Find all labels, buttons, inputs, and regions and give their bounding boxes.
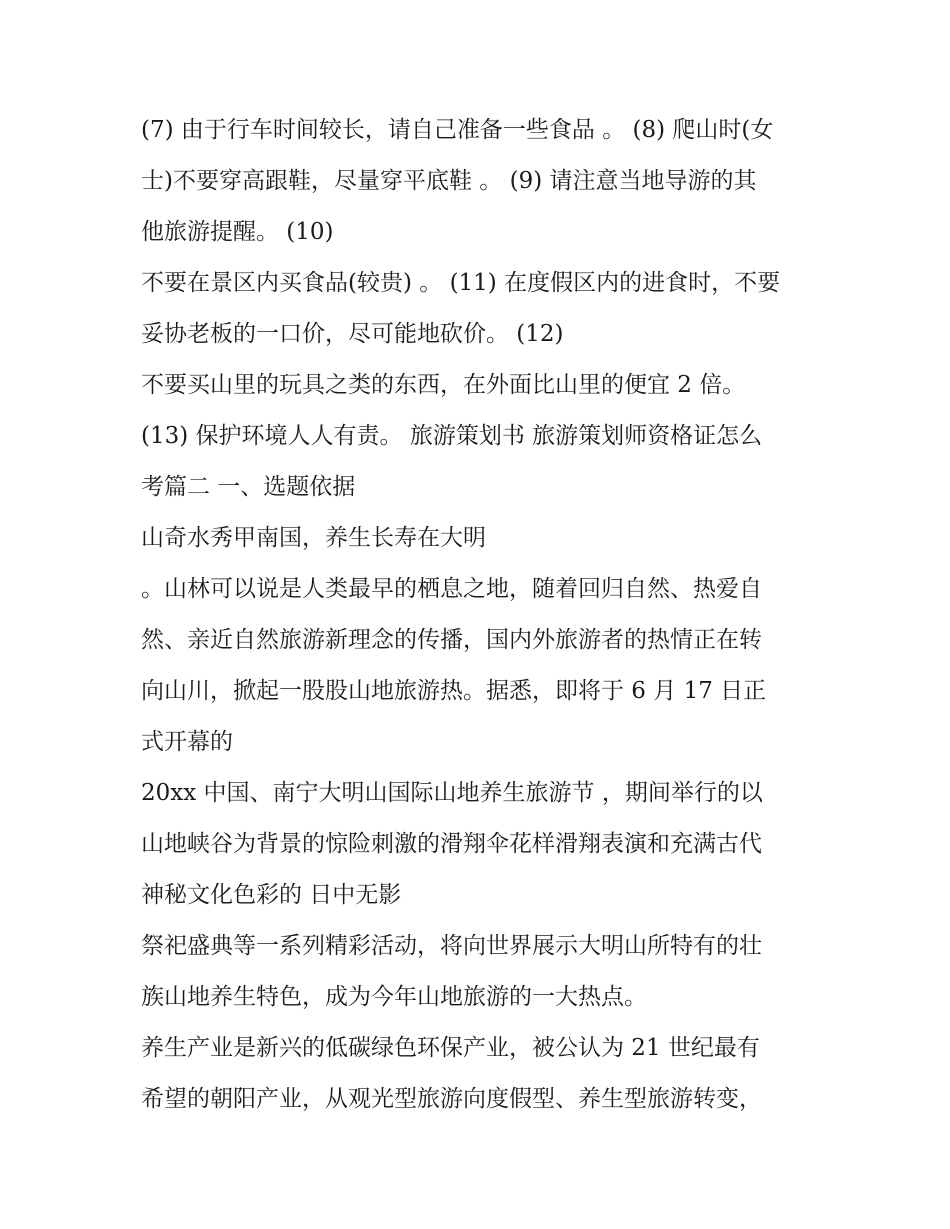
text-line: 然、亲近自然旅游新理念的传播，国内外旅游者的热情正在转 xyxy=(141,627,762,653)
text-line: 养生产业是新兴的低碳绿色环保产业，被公认为 21 世纪最有 xyxy=(141,1035,760,1061)
text-line: 式开幕的 xyxy=(141,729,233,755)
text-line: 妥协老板的一口价，尽可能地砍价。 (12) xyxy=(141,321,564,347)
text-line: 山地峡谷为背景的惊险刺激的滑翔伞花样滑翔表演和充满古代 xyxy=(141,831,762,857)
text-line: 士)不要穿高跟鞋，尽量穿平底鞋 。 (9) 请注意当地导游的其 xyxy=(141,168,757,194)
text-line: 祭祀盛典等一系列精彩活动，将向世界展示大明山所特有的壮 xyxy=(141,933,762,959)
text-line: 20xx 中国、南宁大明山国际山地养生旅游节 ，期间举行的以 xyxy=(141,780,763,806)
text-line: (7) 由于行车时间较长，请自己准备一些食品 。 (8) 爬山时(女 xyxy=(141,117,774,143)
text-line: 不要在景区内买食品(较贵) 。 (11) 在度假区内的进食时，不要 xyxy=(141,270,781,296)
text-line: 。山林可以说是人类最早的栖息之地，随着回归自然、热爱自 xyxy=(141,576,762,602)
text-line: 希望的朝阳产业，从观光型旅游向度假型、养生型旅游转变， xyxy=(141,1086,762,1112)
text-line: 不要买山里的玩具之类的东西，在外面比山里的便宜 2 倍。 xyxy=(141,372,746,398)
text-line: 山奇水秀甲南国，养生长寿在大明 xyxy=(141,525,486,551)
body-text xyxy=(141,110,831,1130)
text-line: 向山川，掀起一股股山地旅游热。据悉，即将于 6 月 17 日正 xyxy=(141,678,767,704)
text-line: (13) 保护环境人人有责。 旅游策划书 旅游策划师资格证怎么 xyxy=(141,423,763,449)
text-line: 他旅游提醒。 (10) xyxy=(141,219,334,245)
text-line: 族山地养生特色，成为今年山地旅游的一大热点。 xyxy=(141,984,647,1010)
text-line: 神秘文化色彩的 日中无影 xyxy=(141,882,402,908)
text-line: 考篇二 一、选题依据 xyxy=(141,474,356,500)
